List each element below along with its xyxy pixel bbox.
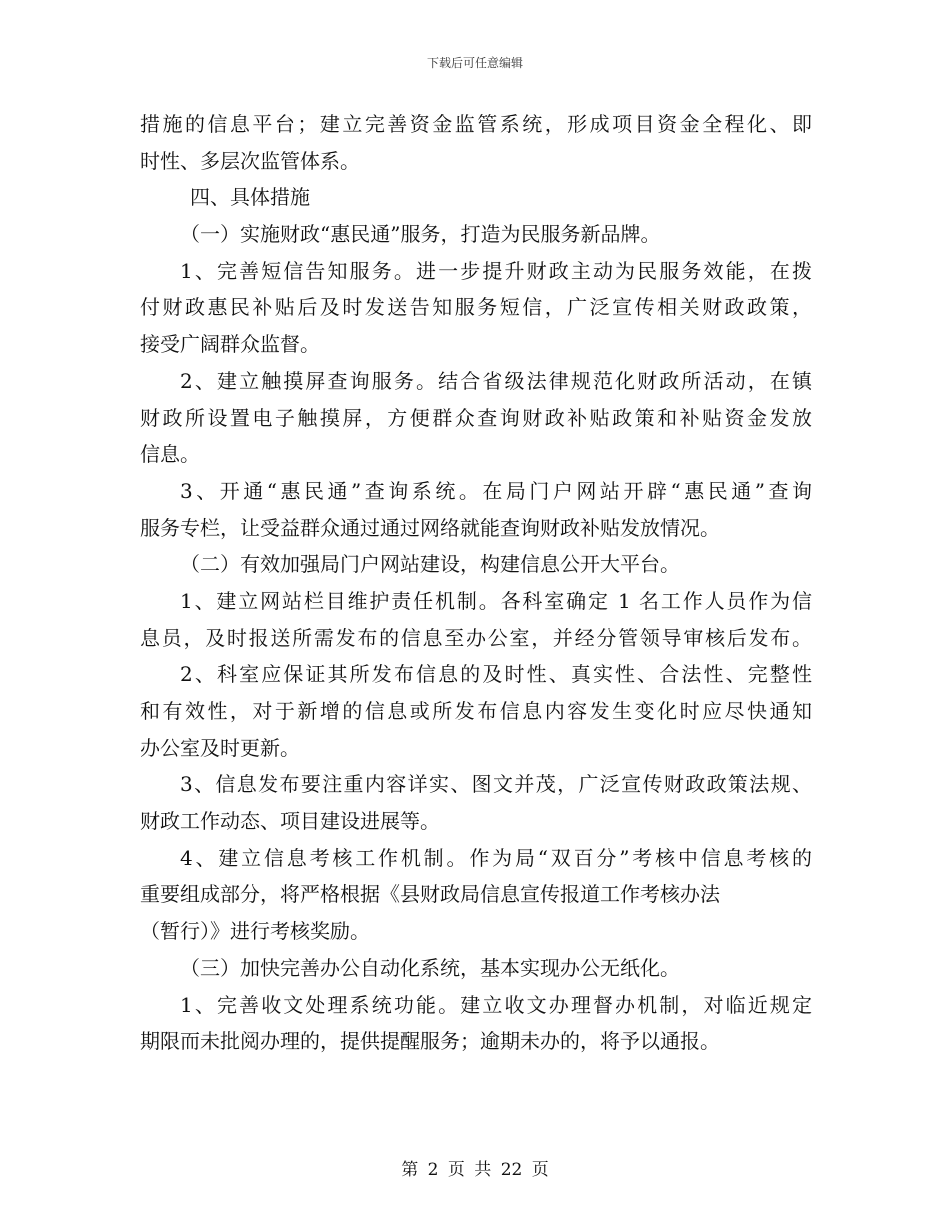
paragraph-line: 1、完善短信告知服务。进一步提升财政主动为民服务效能，在拨 [180, 258, 812, 283]
paragraph-line: 服务专栏，让受益群众通过通过网络就能查询财政补贴发放情况。 [140, 515, 720, 540]
paragraph-line: 1、建立网站栏目维护责任机制。各科室确定 1 名工作人员作为信 [180, 588, 812, 613]
paragraph-line: 4、建立信息考核工作机制。作为局“双百分”考核中信息考核的 [180, 845, 812, 870]
subsection-heading: （二）有效加强局门户网站建设，构建信息公开大平台。 [180, 552, 680, 577]
paragraph-line: 期限而未批阅办理的，提供提醒服务；逾期未办的，将予以通报。 [140, 1029, 720, 1054]
paragraph-line: 财政工作动态、项目建设进展等。 [140, 809, 440, 834]
paragraph-line: 办公室及时更新。 [140, 735, 300, 760]
paragraph-line: 措施的信息平台；建立完善资金监管系统，形成项目资金全程化、即 [140, 112, 812, 136]
paragraph-line: 3、信息发布要注重内容详实、图文并茂，广泛宣传财政政策法规、 [180, 772, 812, 797]
paragraph-line: 息员，及时报送所需发布的信息至办公室，并经分管领导审核后发布。 [140, 625, 812, 650]
paragraph-line: 和有效性，对于新增的信息或所发布信息内容发生变化时应尽快通知 [140, 699, 812, 723]
paragraph-line: 3、开通“惠民通”查询系统。在局门户网站开辟“惠民通”查询 [180, 478, 812, 503]
section-heading: 四、具体措施 [190, 185, 310, 210]
paragraph-line: 时性、多层次监管体系。 [140, 148, 360, 173]
document-body [140, 106, 812, 1060]
page-header: 下载后可任意编辑 [426, 56, 523, 70]
paragraph-line: 付财政惠民补贴后及时发送告知服务短信，广泛宣传相关财政政策， [140, 295, 812, 320]
paragraph-line: 1、完善收文处理系统功能。建立收文办理督办机制，对临近规定 [180, 992, 812, 1017]
paragraph-line: 2、建立触摸屏查询服务。结合省级法律规范化财政所活动，在镇 [180, 368, 812, 393]
paragraph-line: 重要组成部分，将严格根据《县财政局信息宣传报道工作考核办法 [140, 882, 720, 907]
page-footer: 第 2 页 共 22 页 [401, 1160, 549, 1180]
paragraph-line: 接受广阔群众监督。 [140, 332, 320, 357]
paragraph-line: （暂行）》进行考核奖励。 [140, 919, 370, 944]
subsection-heading: （三）加快完善办公自动化系统，基本实现办公无纸化。 [180, 955, 680, 980]
paragraph-line: 信息。 [140, 442, 200, 467]
paragraph-line: 财政所设置电子触摸屏，方便群众查询财政补贴政策和补贴资金发放 [140, 405, 812, 430]
paragraph-line: 2、科室应保证其所发布信息的及时性、真实性、合法性、完整性 [180, 662, 812, 687]
subsection-heading: （一）实施财政“惠民通”服务，打造为民服务新品牌。 [180, 222, 661, 247]
